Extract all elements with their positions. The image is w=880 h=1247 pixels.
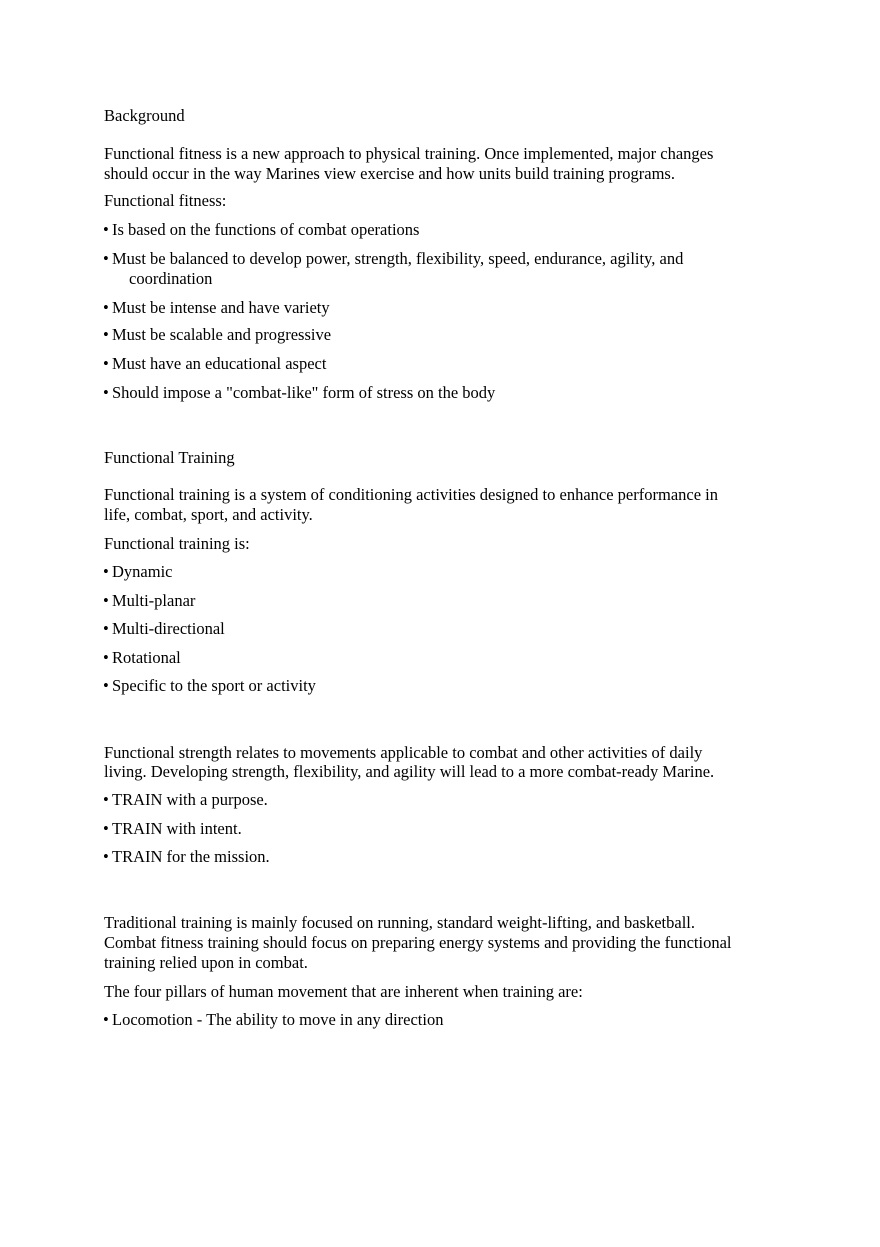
bullet-glyph: •	[103, 220, 109, 239]
list-item	[103, 383, 495, 403]
list-item	[103, 298, 330, 318]
list-item	[103, 220, 419, 240]
list-intro: Functional training is:	[104, 534, 250, 553]
paragraph-line: living. Developing strength, flexibility, and agility will lead to a more combat-ready Marine.	[104, 762, 715, 781]
list-item-text: Multi-planar	[112, 591, 196, 610]
list-item-text: Must be balanced to develop power, strength, flexibility, speed, endurance, agility, and	[112, 249, 684, 268]
list-item	[103, 619, 225, 639]
bullet-glyph: •	[103, 847, 109, 866]
section-heading-background: Background	[104, 106, 185, 125]
list-item-text: TRAIN with intent.	[112, 819, 242, 838]
bullet-glyph: •	[103, 383, 109, 402]
list-item	[103, 325, 331, 345]
list-item-text: Must be scalable and progressive	[112, 325, 332, 344]
list-item	[103, 676, 316, 696]
bullet-glyph: •	[103, 619, 109, 638]
list-intro: Functional fitness:	[104, 191, 227, 210]
list-item-text: Is based on the functions of combat operations	[112, 220, 420, 239]
list-item-text: TRAIN with a purpose.	[112, 790, 268, 809]
paragraph-line: Functional fitness is a new approach to physical training. Once implemented, major changes	[104, 144, 714, 163]
bullet-glyph: •	[103, 298, 109, 317]
paragraph-line: Functional strength relates to movements applicable to combat and other activities of daily	[104, 743, 703, 762]
list-item	[103, 819, 242, 839]
paragraph-line: should occur in the way Marines view exercise and how units build training programs.	[104, 164, 675, 183]
bullet-glyph: •	[103, 1010, 109, 1029]
list-item	[103, 562, 172, 582]
paragraph-line: Combat fitness training should focus on preparing energy systems and providing the functional	[104, 933, 732, 952]
list-item	[103, 847, 270, 867]
list-item-text: Locomotion - The ability to move in any direction	[112, 1010, 444, 1029]
list-item	[103, 1010, 443, 1030]
list-item-text: Must have an educational aspect	[112, 354, 327, 373]
bullet-glyph: •	[103, 249, 109, 268]
list-item-text: Specific to the sport or activity	[112, 676, 316, 695]
bullet-glyph: •	[103, 790, 109, 809]
list-item-text: TRAIN for the mission.	[112, 847, 270, 866]
list-intro: The four pillars of human movement that are inherent when training are:	[104, 982, 583, 1001]
section-heading-functional-training: Functional Training	[104, 448, 235, 467]
paragraph-line: life, combat, sport, and activity.	[104, 505, 313, 524]
bullet-glyph: •	[103, 354, 109, 373]
list-item-continuation: coordination	[129, 269, 213, 288]
paragraph-line: Functional training is a system of conditioning activities designed to enhance performance in	[104, 485, 719, 504]
list-item	[103, 648, 181, 668]
list-item-text: Rotational	[112, 648, 181, 667]
paragraph-line: Traditional training is mainly focused on running, standard weight-lifting, and basketball.	[104, 913, 695, 932]
bullet-glyph: •	[103, 562, 109, 581]
bullet-glyph: •	[103, 819, 109, 838]
list-item-text: Dynamic	[112, 562, 173, 581]
list-item	[103, 354, 326, 374]
bullet-glyph: •	[103, 325, 109, 344]
paragraph-line: training relied upon in combat.	[104, 953, 308, 972]
list-item	[103, 249, 683, 269]
bullet-glyph: •	[103, 648, 109, 667]
list-item-text: Multi-directional	[112, 619, 225, 638]
list-item	[103, 790, 268, 810]
bullet-glyph: •	[103, 676, 109, 695]
list-item-text: Must be intense and have variety	[112, 298, 330, 317]
list-item	[103, 591, 195, 611]
list-item-text: Should impose a "combat-like" form of stress on the body	[112, 383, 496, 402]
bullet-glyph: •	[103, 591, 109, 610]
